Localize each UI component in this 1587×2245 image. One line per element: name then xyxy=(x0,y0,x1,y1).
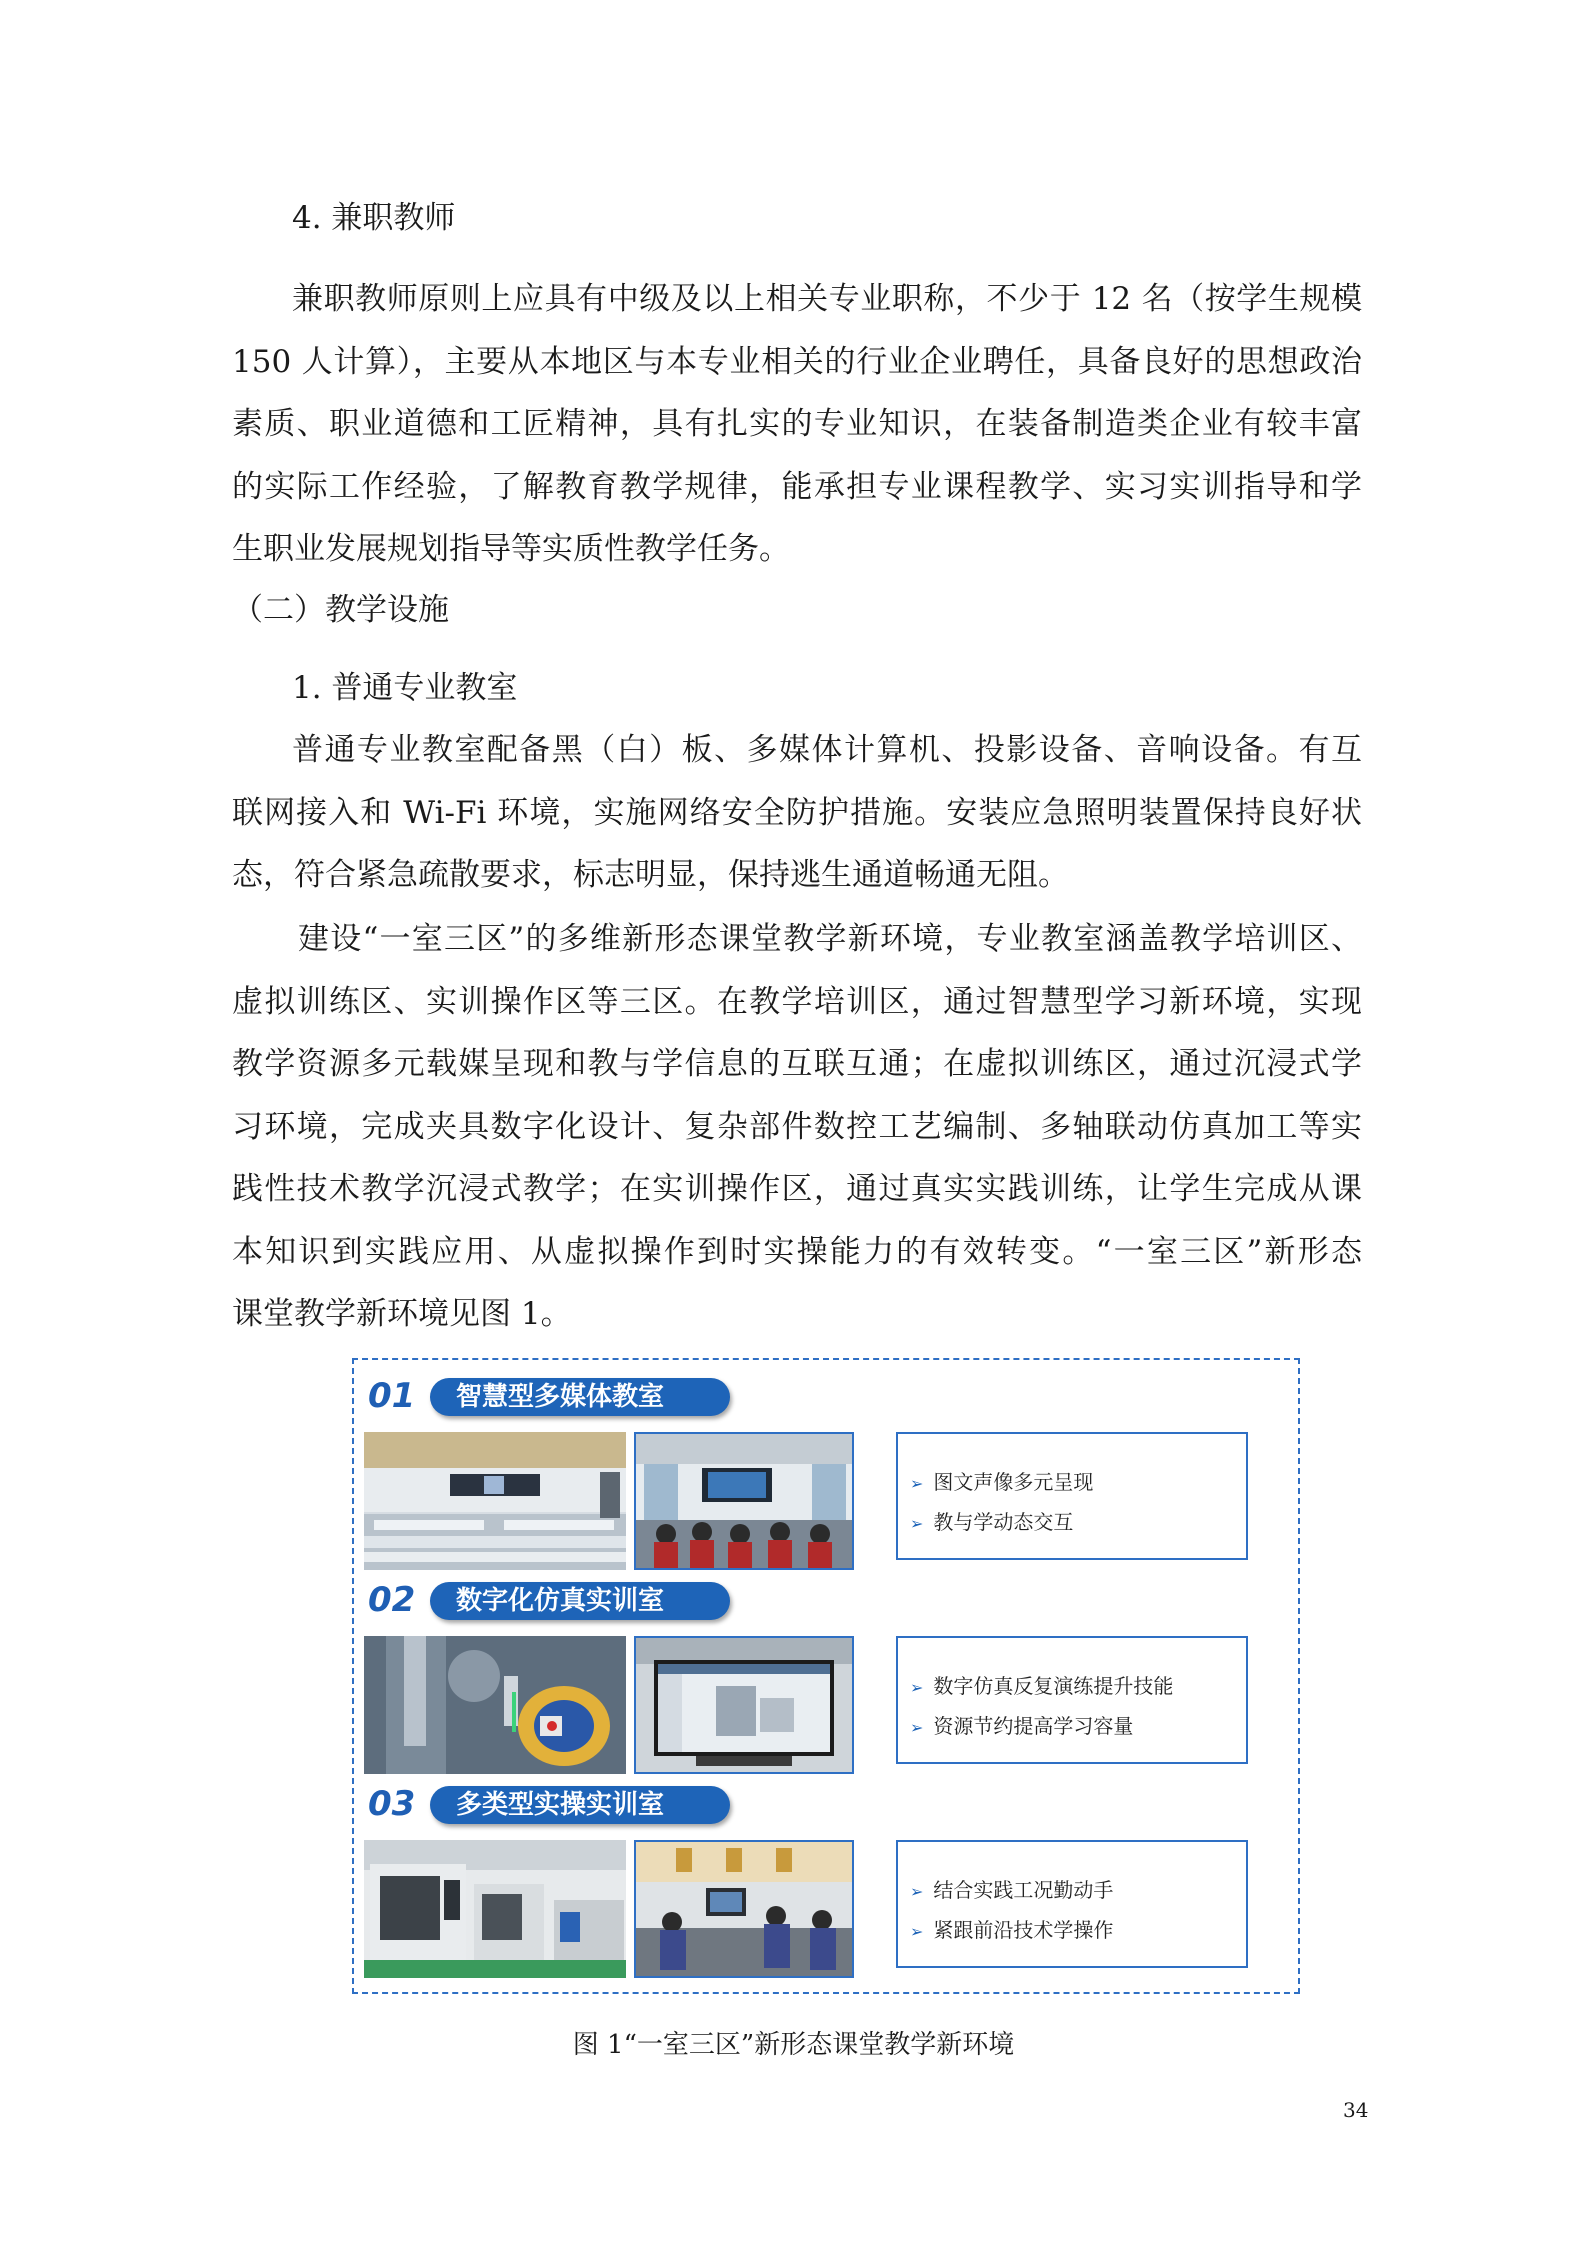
text-line: 普通专业教室配备黑（白）板、多媒体计算机、投影设备、音响设备。有互 xyxy=(292,732,1362,768)
arrow-right-icon: ➢ xyxy=(910,1718,924,1737)
section-teaching-facilities: （二）教学设施 xyxy=(232,592,449,628)
text-line: 150 人计算），主要从本地区与本专业相关的行业企业聘任，具备良好的思想政治 xyxy=(232,343,1362,380)
photo-cnc-simulation-render xyxy=(364,1636,626,1774)
bullet-item: ➢ 图文声像多元呈现 xyxy=(910,1470,1094,1494)
text-line: 教学资源多元载媒呈现和教与学信息的互联互通；在虚拟训练区，通过沉浸式学 xyxy=(232,1046,1362,1082)
figure-one-room-three-zones xyxy=(352,1358,1300,1994)
paragraph-classroom xyxy=(232,719,1362,907)
bullet-item: ➢ 结合实践工况勤动手 xyxy=(910,1878,1114,1902)
text-line: 的实际工作经验，了解教育教学规律，能承担专业课程教学、实习实训指导和学 xyxy=(232,468,1362,505)
paragraph-part-time-teachers xyxy=(232,268,1362,581)
page-number: 34 xyxy=(1343,2098,1369,2122)
arrow-right-icon: ➢ xyxy=(910,1882,924,1901)
arrow-right-icon: ➢ xyxy=(910,1474,924,1493)
arrow-right-icon: ➢ xyxy=(910,1678,924,1697)
text-line: 习环境，完成夹具数字化设计、复杂部件数控工艺编制、多轴联动仿真加工等实 xyxy=(232,1108,1362,1145)
photo-cnc-machines-workshop xyxy=(364,1840,626,1978)
bullet-item: ➢ 教与学动态交互 xyxy=(910,1510,1074,1534)
figure-caption: 图 1“一室三区”新形态课堂教学新环境 xyxy=(572,2030,1015,2060)
heading-general-classroom: 1. 普通专业教室 xyxy=(292,670,518,706)
photo-students-practice xyxy=(634,1840,854,1978)
text-line: 建设“一室三区”的多维新形态课堂教学新环境，专业教室涵盖教学培训区、 xyxy=(298,921,1362,957)
text-line: 践性技术教学沉浸式教学；在实训操作区，通过真实实践训练，让学生完成从课 xyxy=(232,1171,1362,1207)
text-line: 生职业发展规划指导等实质性教学任务。 xyxy=(232,531,790,567)
info-box xyxy=(896,1840,1248,1968)
photo-smart-classroom-empty xyxy=(364,1432,626,1570)
bullet-item: ➢ 紧跟前沿技术学操作 xyxy=(910,1918,1114,1942)
section-number: 03 xyxy=(368,1784,416,1824)
text-line: 虚拟训练区、实训操作区等三区。在教学培训区，通过智慧型学习新环境，实现 xyxy=(232,983,1362,1020)
section-banner xyxy=(368,1782,738,1830)
bullet-item: ➢ 数字仿真反复演练提升技能 xyxy=(910,1674,1174,1698)
photo-simulation-software xyxy=(634,1636,854,1774)
section-banner xyxy=(368,1374,738,1422)
info-box xyxy=(896,1636,1248,1764)
arrow-right-icon: ➢ xyxy=(910,1514,924,1533)
heading-part-time-teachers: 4. 兼职教师 xyxy=(292,200,456,236)
text-line: 态，符合紧急疏散要求，标志明显，保持逃生通道畅通无阻。 xyxy=(232,857,1069,893)
info-box xyxy=(896,1432,1248,1560)
text-line: 素质、职业道德和工匠精神，具有扎实的专业知识，在装备制造类企业有较丰富 xyxy=(232,406,1362,442)
photo-smart-classroom-class xyxy=(634,1432,854,1570)
section-banner xyxy=(368,1578,738,1626)
section-title: 数字化仿真实训室 xyxy=(430,1582,730,1620)
section-number: 02 xyxy=(368,1580,416,1620)
bullet-item: ➢ 资源节约提高学习容量 xyxy=(910,1714,1134,1738)
text-line: 课堂教学新环境见图 1。 xyxy=(232,1296,572,1332)
section-title: 多类型实操实训室 xyxy=(430,1786,730,1824)
text-line: 兼职教师原则上应具有中级及以上相关专业职称，不少于 12 名（按学生规模 xyxy=(292,281,1362,317)
text-line: 本知识到实践应用、从虚拟操作到时实操能力的有效转变。“一室三区”新形态 xyxy=(232,1233,1362,1270)
paragraph-learning-environment xyxy=(232,908,1362,1346)
section-number: 01 xyxy=(368,1376,416,1416)
section-title: 智慧型多媒体教室 xyxy=(430,1378,730,1416)
text-line: 联网接入和 Wi-Fi 环境，实施网络安全防护措施。安装应急照明装置保持良好状 xyxy=(232,794,1362,831)
arrow-right-icon: ➢ xyxy=(910,1922,924,1941)
